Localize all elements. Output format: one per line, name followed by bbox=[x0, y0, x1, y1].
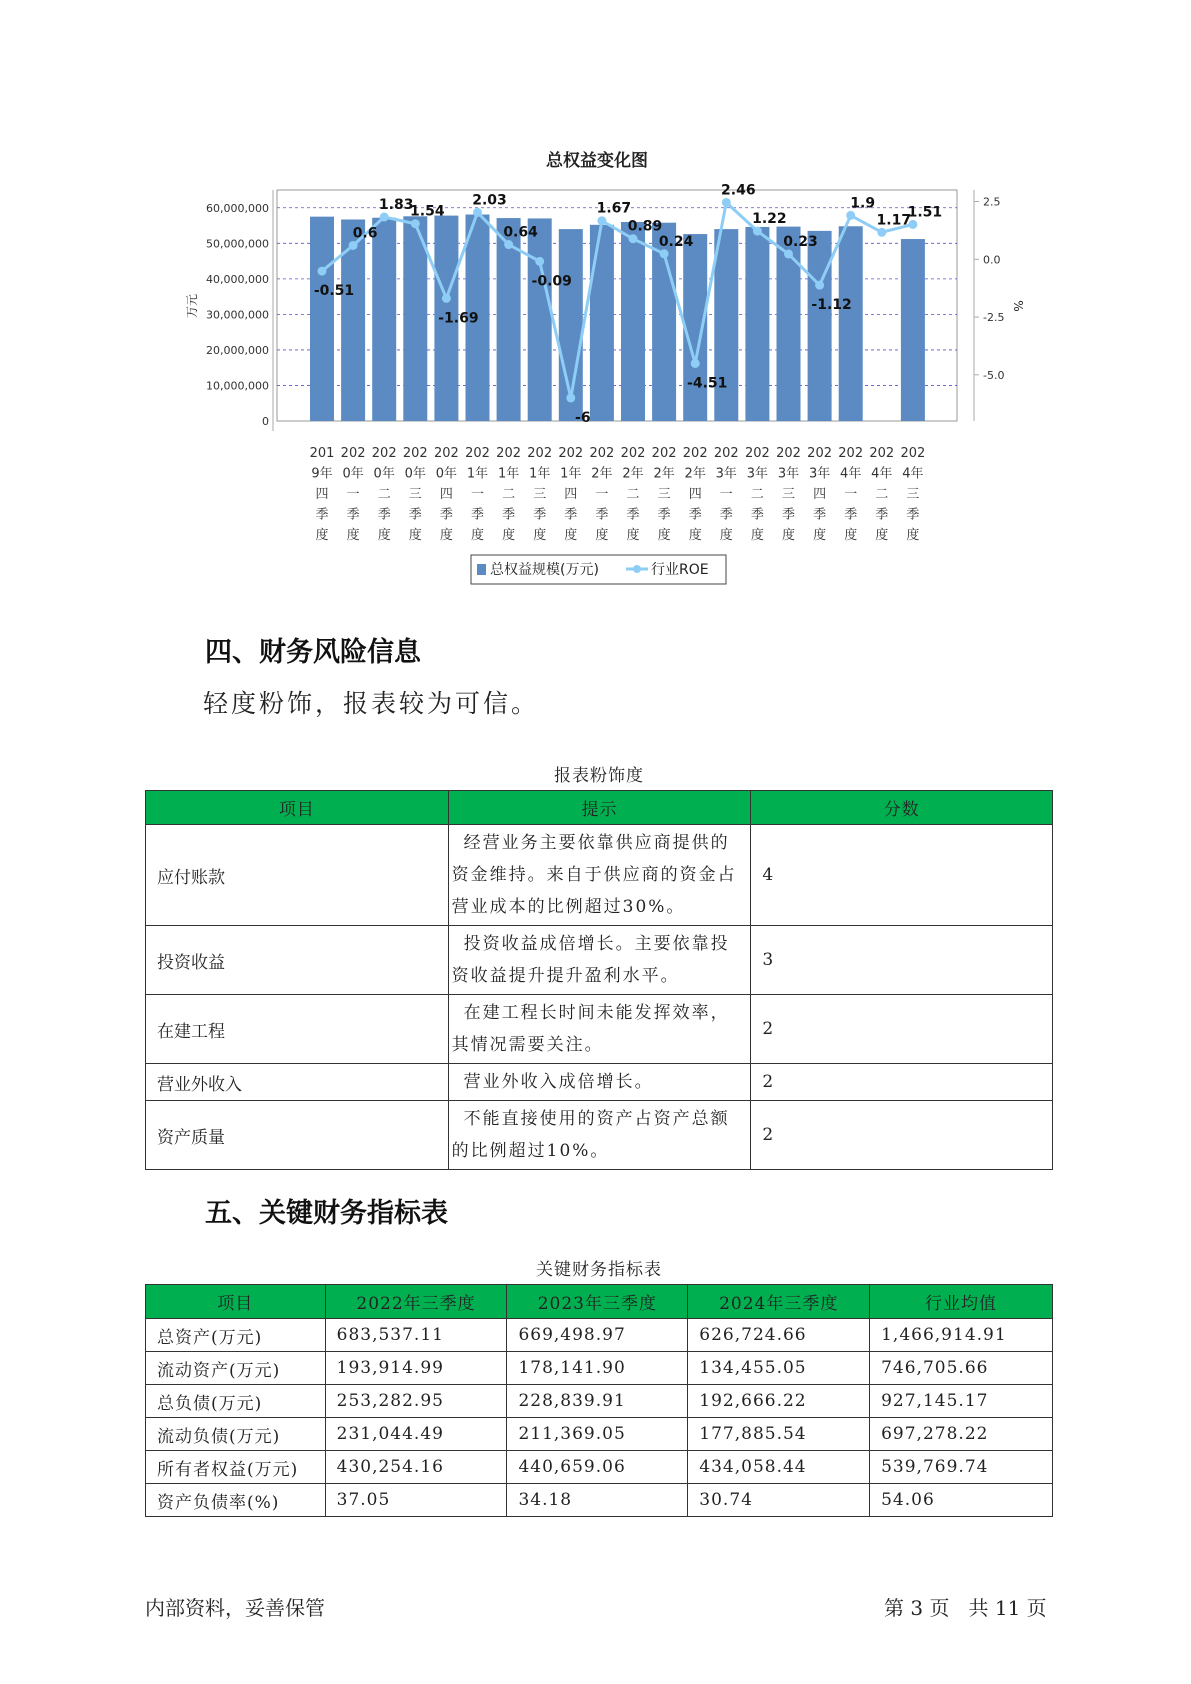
risk-tip: 经营业务主要依靠供应商提供的 资金维持。来自于供应商的资金占 营业成本的比例超过30%。 bbox=[448, 825, 751, 926]
section4-heading: 四、财务风险信息 bbox=[205, 637, 421, 668]
y2-tick-label: 0.0 bbox=[983, 253, 1001, 267]
indicator-table-caption: 关键财务指标表 bbox=[536, 1260, 662, 1280]
risk-score: 2 bbox=[751, 995, 1053, 1064]
indicator-header-item: 项目 bbox=[146, 1285, 326, 1319]
bar bbox=[839, 226, 863, 421]
indicator-value: 211,369.05 bbox=[507, 1418, 688, 1451]
legend-line-marker bbox=[633, 565, 641, 573]
risk-tip: 投资收益成倍增长。主要依靠投 资收益提升提升盈利水平。 bbox=[448, 926, 751, 995]
indicator-value: 231,044.49 bbox=[325, 1418, 507, 1451]
risk-table bbox=[145, 790, 1053, 1170]
table-row bbox=[146, 1064, 1053, 1101]
roe-data-label: 1.51 bbox=[907, 204, 943, 221]
roe-data-label: 1.9 bbox=[850, 195, 876, 212]
x-tick-label: 202 2年一季度 bbox=[589, 446, 615, 543]
x-tick-label: 202 0年三季度 bbox=[402, 446, 428, 543]
indicator-value: 746,705.66 bbox=[870, 1352, 1053, 1385]
roe-point bbox=[722, 198, 731, 207]
roe-point bbox=[473, 208, 482, 217]
roe-data-label: -0.09 bbox=[531, 273, 572, 290]
risk-tip: 在建工程长时间未能发挥效率， 其情况需要关注。 bbox=[448, 995, 751, 1064]
equity-chart bbox=[0, 0, 1191, 600]
x-tick-label: 202 1年一季度 bbox=[465, 446, 490, 543]
indicator-value: 626,724.66 bbox=[688, 1319, 870, 1352]
table-row bbox=[146, 926, 1053, 995]
bar bbox=[590, 225, 614, 421]
table-row bbox=[146, 1319, 1053, 1352]
bar bbox=[714, 229, 738, 421]
x-tick-label: 202 4年三季度 bbox=[900, 446, 926, 543]
bar bbox=[901, 239, 925, 421]
risk-header-score: 分数 bbox=[751, 791, 1053, 825]
x-tick-label: 202 3年一季度 bbox=[713, 446, 739, 543]
roe-data-label: -1.69 bbox=[438, 310, 479, 327]
indicator-value: 54.06 bbox=[870, 1484, 1053, 1517]
indicator-value: 34.18 bbox=[507, 1484, 688, 1517]
indicator-value: 434,058.44 bbox=[688, 1451, 870, 1484]
indicator-table bbox=[145, 1284, 1053, 1517]
roe-data-label: 0.24 bbox=[658, 233, 694, 250]
roe-point bbox=[815, 281, 824, 290]
risk-item: 在建工程 bbox=[146, 995, 449, 1064]
y-tick-label: 20,000,000 bbox=[206, 343, 269, 357]
section4-text: 轻度粉饰，报表较为可信。 bbox=[203, 689, 540, 718]
x-tick-label: 202 3年三季度 bbox=[776, 446, 801, 543]
risk-header-tip: 提示 bbox=[448, 791, 751, 825]
risk-table-caption: 报表粉饰度 bbox=[554, 766, 644, 786]
roe-data-label: -0.51 bbox=[313, 283, 355, 300]
indicator-header-industry: 行业均值 bbox=[870, 1285, 1053, 1319]
risk-item: 应付账款 bbox=[146, 825, 449, 926]
roe-point bbox=[691, 359, 700, 368]
x-tick-label: 202 2年二季度 bbox=[620, 446, 646, 543]
roe-data-label: -1.12 bbox=[811, 297, 852, 314]
table-row bbox=[146, 1451, 1053, 1484]
roe-data-label: 0.23 bbox=[783, 233, 818, 250]
indicator-value: 539,769.74 bbox=[870, 1451, 1053, 1484]
x-tick-label: 202 2年四季度 bbox=[682, 446, 708, 543]
roe-data-label: 1.83 bbox=[378, 197, 414, 214]
y2-tick-label: -5.0 bbox=[983, 368, 1005, 382]
risk-header-item: 项目 bbox=[146, 791, 449, 825]
risk-tip: 不能直接使用的资产占资产总额 的比例超过10%。 bbox=[448, 1101, 751, 1170]
y-tick-label: 30,000,000 bbox=[206, 308, 269, 322]
roe-point bbox=[784, 249, 793, 258]
table-row bbox=[146, 995, 1053, 1064]
risk-score: 4 bbox=[751, 825, 1053, 926]
roe-point bbox=[846, 211, 855, 220]
legend-bar-label: 总权益规模(万元) bbox=[490, 562, 599, 578]
risk-score: 2 bbox=[751, 1101, 1053, 1170]
indicator-value: 37.05 bbox=[325, 1484, 507, 1517]
indicator-value: 927,145.17 bbox=[870, 1385, 1053, 1418]
equity-chart-svg bbox=[0, 0, 1191, 600]
indicator-item: 流动负债(万元) bbox=[146, 1418, 326, 1451]
indicator-table-header bbox=[146, 1285, 1053, 1319]
bar bbox=[745, 227, 769, 421]
x-tick-label: 202 4年一季度 bbox=[838, 446, 864, 543]
footer-page-number: 第 3 页 共 11 页 bbox=[884, 1596, 1047, 1620]
roe-data-label: 2.46 bbox=[721, 182, 756, 199]
section5-heading: 五、关键财务指标表 bbox=[205, 1198, 448, 1229]
x-tick-label: 202 4年二季度 bbox=[869, 446, 895, 543]
x-tick-label: 202 1年二季度 bbox=[496, 446, 522, 543]
x-tick-label: 202 3年二季度 bbox=[744, 446, 770, 543]
indicator-header-2023: 2023年三季度 bbox=[507, 1285, 688, 1319]
x-tick-label: 202 0年一季度 bbox=[340, 446, 366, 543]
y-tick-label: 0 bbox=[262, 415, 269, 428]
x-tick-label: 202 0年二季度 bbox=[371, 446, 397, 543]
indicator-value: 134,455.05 bbox=[688, 1352, 870, 1385]
y2-axis-label: % bbox=[1011, 300, 1025, 312]
roe-data-label: 0.64 bbox=[503, 224, 538, 241]
indicator-item: 总负债(万元) bbox=[146, 1385, 326, 1418]
indicator-value: 193,914.99 bbox=[325, 1352, 507, 1385]
roe-point bbox=[566, 393, 575, 402]
y-tick-label: 10,000,000 bbox=[206, 379, 269, 393]
roe-point bbox=[753, 227, 762, 236]
roe-data-label: 1.22 bbox=[752, 211, 787, 228]
roe-data-label: 2.03 bbox=[472, 192, 507, 209]
roe-point bbox=[504, 240, 513, 249]
roe-point bbox=[535, 257, 544, 266]
indicator-value: 430,254.16 bbox=[325, 1451, 507, 1484]
risk-item: 营业外收入 bbox=[146, 1064, 449, 1101]
indicator-item: 总资产(万元) bbox=[146, 1319, 326, 1352]
bar bbox=[528, 218, 552, 421]
bar bbox=[621, 222, 645, 421]
table-row bbox=[146, 1418, 1053, 1451]
roe-point bbox=[411, 219, 420, 228]
indicator-value: 683,537.11 bbox=[325, 1319, 507, 1352]
roe-point bbox=[318, 267, 327, 276]
roe-data-label: 0.6 bbox=[352, 225, 378, 242]
table-row bbox=[146, 1352, 1053, 1385]
y-tick-label: 50,000,000 bbox=[206, 237, 269, 251]
indicator-value: 253,282.95 bbox=[325, 1385, 507, 1418]
risk-score: 2 bbox=[751, 1064, 1053, 1101]
roe-point bbox=[597, 216, 606, 225]
indicator-value: 177,885.54 bbox=[688, 1418, 870, 1451]
footer-confidential: 内部资料，妥善保管 bbox=[145, 1596, 325, 1620]
x-tick-label: 202 2年三季度 bbox=[651, 446, 677, 543]
indicator-value: 1,466,914.91 bbox=[870, 1319, 1053, 1352]
indicator-value: 669,498.97 bbox=[507, 1319, 688, 1352]
indicator-header-2024: 2024年三季度 bbox=[688, 1285, 870, 1319]
roe-point bbox=[877, 228, 886, 237]
table-row bbox=[146, 1385, 1053, 1418]
x-tick-label: 201 9年四季度 bbox=[309, 446, 335, 543]
indicator-value: 192,666.22 bbox=[688, 1385, 870, 1418]
bar bbox=[310, 217, 334, 421]
indicator-value: 228,839.91 bbox=[507, 1385, 688, 1418]
roe-data-label: 1.54 bbox=[410, 203, 445, 220]
roe-point bbox=[442, 294, 451, 303]
x-tick-label: 202 1年三季度 bbox=[527, 446, 553, 543]
roe-data-label: 1.17 bbox=[876, 212, 912, 229]
roe-point bbox=[349, 241, 358, 250]
risk-item: 投资收益 bbox=[146, 926, 449, 995]
bar bbox=[808, 231, 832, 421]
y-tick-label: 40,000,000 bbox=[206, 272, 269, 286]
roe-data-label: 1.67 bbox=[596, 200, 632, 217]
y-tick-label: 60,000,000 bbox=[206, 201, 269, 215]
roe-point bbox=[660, 249, 669, 258]
roe-point bbox=[380, 213, 389, 222]
x-tick-label: 202 3年四季度 bbox=[807, 446, 833, 543]
roe-data-label: 0.89 bbox=[627, 218, 663, 235]
indicator-value: 440,659.06 bbox=[507, 1451, 688, 1484]
risk-score: 3 bbox=[751, 926, 1053, 995]
x-tick-label: 202 1年四季度 bbox=[558, 446, 584, 543]
roe-data-label: -4.51 bbox=[687, 375, 728, 392]
table-row bbox=[146, 1101, 1053, 1170]
indicator-item: 资产负债率(%) bbox=[146, 1484, 326, 1517]
bar bbox=[372, 218, 396, 421]
y2-tick-label: -2.5 bbox=[983, 311, 1005, 325]
y2-tick-label: 2.5 bbox=[983, 195, 1001, 209]
risk-item: 资产质量 bbox=[146, 1101, 449, 1170]
legend-line-label: 行业ROE bbox=[651, 562, 709, 578]
risk-table-header bbox=[146, 791, 1053, 825]
table-row bbox=[146, 825, 1053, 926]
roe-data-label: -6 bbox=[575, 409, 591, 426]
roe-point bbox=[629, 234, 638, 243]
x-tick-label: 202 0年四季度 bbox=[433, 446, 459, 543]
indicator-value: 697,278.22 bbox=[870, 1418, 1053, 1451]
indicator-header-2022: 2022年三季度 bbox=[325, 1285, 507, 1319]
y-axis-label: 万元 bbox=[185, 293, 199, 319]
table-row bbox=[146, 1484, 1053, 1517]
risk-tip: 营业外收入成倍增长。 bbox=[448, 1064, 751, 1101]
indicator-value: 178,141.90 bbox=[507, 1352, 688, 1385]
chart-title: 总权益变化图 bbox=[546, 151, 648, 171]
indicator-value: 30.74 bbox=[688, 1484, 870, 1517]
indicator-item: 流动资产(万元) bbox=[146, 1352, 326, 1385]
legend-bar-swatch bbox=[477, 564, 486, 575]
indicator-item: 所有者权益(万元) bbox=[146, 1451, 326, 1484]
